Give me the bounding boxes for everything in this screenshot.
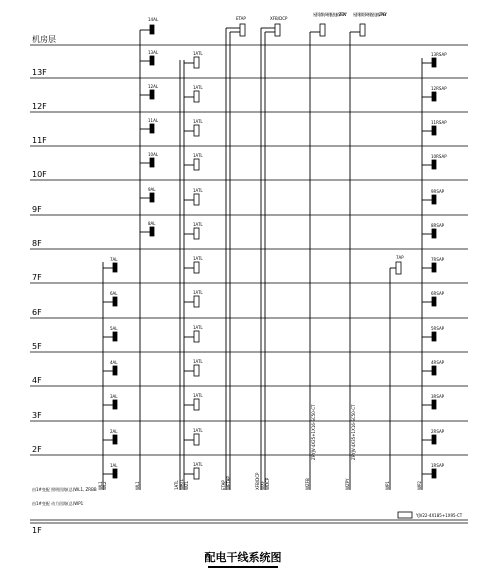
- panel-tag: 9AL: [148, 187, 156, 192]
- panel-al: [113, 263, 117, 272]
- panel-tag: XFB/DCP: [270, 16, 288, 21]
- panel-tag: 9RSAP: [431, 189, 445, 194]
- panel-tag: 11AL: [148, 118, 159, 123]
- panel-tag: 1ATL: [193, 428, 203, 433]
- panel-tag: 7AL: [110, 257, 118, 262]
- panel-al: [113, 469, 117, 478]
- panel-tag: 1ATL: [193, 359, 203, 364]
- panel-tag: 10RSAP: [431, 154, 447, 159]
- panel-al: [113, 400, 117, 409]
- floor-label: 10F: [32, 170, 47, 179]
- bottom-tag: WATL: [179, 479, 184, 490]
- panel-tag: 13AL: [148, 50, 159, 55]
- panel-rsap: [432, 92, 436, 101]
- floor-label: 5F: [32, 342, 42, 351]
- bottom-tag: WL1: [98, 481, 103, 490]
- panel-rsap: [432, 195, 436, 204]
- bottom-tag: WDCP: [265, 477, 270, 490]
- panel-tag: 7RSAP: [431, 257, 445, 262]
- panel-fan: [320, 24, 325, 36]
- floor-lines: [30, 45, 468, 523]
- panel-tag: 1ATL: [193, 85, 203, 90]
- floor-labels: [32, 34, 56, 535]
- panel-tag: 6RSAP: [431, 291, 445, 296]
- panel-atl: [194, 57, 199, 68]
- diagram-title: 配电干线系统图: [204, 551, 282, 564]
- panel-atl: [194, 228, 199, 239]
- panel-al: [150, 227, 154, 236]
- panel-tag: 8RSAP: [431, 223, 445, 228]
- panel-rsap: [432, 160, 436, 169]
- panel-al: [113, 332, 117, 341]
- panel-tag: 1ATL: [193, 188, 203, 193]
- panel-atl: [194, 159, 199, 170]
- panel-tag: 1ATL: [193, 51, 203, 56]
- panel-14al: [150, 25, 154, 34]
- panel-tag: 1ATL: [193, 325, 203, 330]
- panel-rsap: [432, 229, 436, 238]
- panel-tag: 1ATL: [193, 393, 203, 398]
- panel-al: [113, 435, 117, 444]
- panel-al: [150, 124, 154, 133]
- bottom-tag: WP1: [385, 481, 390, 490]
- bottom-tag: WETAP: [226, 476, 231, 490]
- bottom-tag: WZL: [184, 481, 189, 490]
- panel-tag: 4RSAP: [431, 360, 445, 365]
- ground-floor-label: 1F: [32, 526, 42, 535]
- bottom-tag: XFB/DCP: [255, 472, 260, 490]
- panel-atl: [194, 125, 199, 136]
- panel-boxes: [113, 24, 436, 518]
- panel-rsap: [432, 297, 436, 306]
- floor-label: 8F: [32, 239, 42, 248]
- panel-tag: 14AL: [148, 17, 159, 22]
- bottom-tag: WXF: [260, 481, 265, 490]
- panel-atl: [194, 296, 199, 307]
- panel-tag: 2RSAP: [431, 429, 445, 434]
- panel-tag: 1ATL: [193, 462, 203, 467]
- floor-label: 3F: [32, 411, 42, 420]
- panel-tag: 3RSAP: [431, 394, 445, 399]
- floor-label: 7F: [32, 273, 42, 282]
- panel-tag: ETAP: [236, 16, 246, 21]
- panel-atl: [194, 365, 199, 376]
- panel-tag: 1ATL: [193, 256, 203, 261]
- panel-al: [150, 90, 154, 99]
- panel-top: [240, 24, 245, 36]
- panel-al: [150, 158, 154, 167]
- panel-atl: [194, 434, 199, 445]
- panel-tag: 1AL: [110, 463, 118, 468]
- bottom-tag: WZFB: [305, 478, 310, 490]
- panel-fan: [360, 24, 365, 36]
- floor-label: 9F: [32, 205, 42, 214]
- panel-tag: 13RSAP: [431, 52, 447, 57]
- feeder-label: 由1#变配 动力回路(总)WP1: [32, 501, 84, 506]
- bottom-tag: WL1: [135, 481, 140, 490]
- panel-tag: 1ATL: [193, 222, 203, 227]
- panel-tag: 1ATL: [193, 119, 203, 124]
- panel-rsap: [432, 400, 436, 409]
- panel-atl: [194, 194, 199, 205]
- panel-atl: [194, 331, 199, 342]
- bottom-tag: 1ATL: [174, 480, 179, 490]
- panel-tag: 1ATL: [193, 290, 203, 295]
- panel-tag: 12AL: [148, 84, 159, 89]
- panel-atl: [194, 399, 199, 410]
- panel-rsap: [432, 435, 436, 444]
- panel-tag: 1ATL: [193, 153, 203, 158]
- panel-tag: 6AL: [110, 291, 118, 296]
- panel-atl: [194, 468, 199, 479]
- panel-rsap: [432, 332, 436, 341]
- bottom-tag: ETAP: [221, 480, 226, 490]
- panel-tag: 3AL: [110, 394, 118, 399]
- bottom-tag: WL2: [102, 481, 107, 490]
- floor-label: 12F: [32, 102, 47, 111]
- panel-tag: 2AL: [110, 429, 118, 434]
- panel-7ap: [396, 262, 401, 274]
- panel-rsap: [432, 366, 436, 375]
- panel-al: [150, 193, 154, 202]
- roof-label: 机房层: [32, 35, 56, 44]
- panel-tag: 5AL: [110, 326, 118, 331]
- main-cable-tag: YJV22-4X185+1X95-CT: [416, 513, 463, 518]
- riser-cable-tag: ZRYJV-4X25+1X16-SC50-CT: [311, 404, 316, 460]
- panel-tag: 屋顶排烟风机配电箱 ZPYBY: [353, 12, 387, 17]
- panel-tag: 4AL: [110, 360, 118, 365]
- panel-tag: 10AL: [148, 152, 159, 157]
- bottom-tag: WZPY: [345, 478, 350, 490]
- bottom-tag: WP2: [417, 481, 422, 490]
- floor-label: 4F: [32, 376, 42, 385]
- panel-rsap: [432, 126, 436, 135]
- panel-tag: 屋顶消防风机配电箱 ZFBXY: [313, 12, 347, 17]
- panel-tag: 8AL: [148, 221, 156, 226]
- riser-cable-tag: ZRYJV-4X35+1X16-SC50-CT: [351, 404, 356, 460]
- floor-label: 13F: [32, 68, 47, 77]
- panel-al: [113, 297, 117, 306]
- panel-tag: 1RSAP: [431, 463, 445, 468]
- panel-tag: 11RSAP: [431, 120, 447, 125]
- floor-label: 6F: [32, 308, 42, 317]
- panel-rsap: [432, 469, 436, 478]
- panel-rsap: [432, 263, 436, 272]
- panel-atl: [194, 262, 199, 273]
- panel-rsap: [432, 58, 436, 67]
- panel-tag: 12RSAP: [431, 86, 447, 91]
- panel-al: [113, 366, 117, 375]
- feeder-label: 由1#变配 照明回路(总)WL1, ZRBB: [32, 487, 97, 492]
- panel-tag: 7AP: [396, 255, 404, 260]
- panel-tag: 5RSAP: [431, 326, 445, 331]
- floor-label: 11F: [32, 136, 47, 145]
- panel-atl: [194, 91, 199, 102]
- panel-al: [150, 56, 154, 65]
- panel-top: [275, 24, 280, 36]
- floor-label: 2F: [32, 445, 42, 454]
